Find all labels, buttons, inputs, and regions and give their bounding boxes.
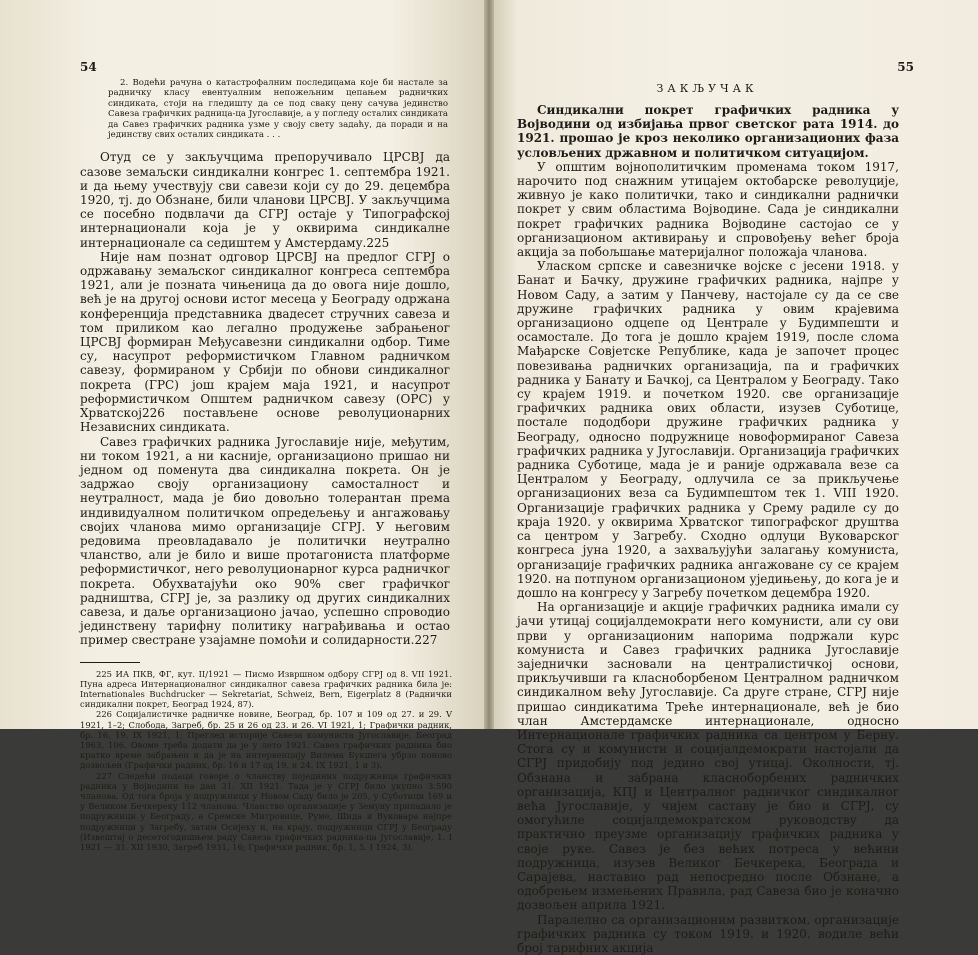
paragraph: Паралелно са организационим развитком, организације графичких радника су током 1919. и 1920. водиле већи број тарифних акција: [517, 912, 899, 955]
footnotes: [80, 662, 452, 853]
page-number-right: 55: [897, 60, 914, 74]
chapter-heading: ЗАКЉУЧАК: [656, 82, 758, 95]
right-body-text: [517, 103, 899, 955]
footnote: 227 Следећи подаци говоре о чланству појединих подружница графичких радника у Војводини на дан 31. XII 1921. Тада је у СГРЈ било укупно 3.590 чланова. Од тога броја у подружници у Новом Саду било је 205, у Суботици 169 и у Великом Бечкереку 112 чланова. Чланство организације у Земуну припадало је подружници у Београду, а Сремске Митровице, Руме, Шида и Вуковара најпре подружници у Загребу, затим Осијеку и, на крају, подружници СГРЈ у Београду (Извештај о десетогодишњем раду Савеза графичких радника-ца Југославије, 1. I 1921 — 31. XII 1930, Загреб 1931, 16; Графички радник, бр. 1, 5. I 1924, 3).: [80, 770, 452, 852]
footnote-rule: [80, 662, 140, 663]
page-number-left: 54: [80, 60, 97, 74]
paragraph: У општим војнополитичким променама током 1917, нарочито под снажним утицајем октобарске револуције, живнуо је како политички, тако и синдикални раднички покрет у свим областима Војводине. Сада је синдикални покрет графичких радника Војводине састојао се у организационом активирању и спровођењу већег броја акција за побољшање материјалног положаја чланова.: [517, 159, 899, 260]
left-body-text: [80, 150, 450, 647]
right-page: [489, 0, 978, 955]
footnote: 225 ИА ПКВ, ФГ, кут. II/1921 — Писмо Извршном одбору СГРЈ од 8. VII 1921. Пуна адреса Интернационалног синдикалног савеза графичких радника била је: Internationales Buchdrucker — Sekretariat, Schweiz, Bern, Eigerplatz 8 (Раднички синдикални покрет, Београд 1924, 87).: [80, 668, 452, 710]
paragraph: На организације и акције графичких радника имали су јачи утицај социјалдемократи него комунисти, али су ови први у организационим напорима подржали курс комуниста и Савез графичких радника Југославије заједнички засновали на централистичкој основи, прикључивши га класноборбеном Централном радничком синдикалном већу Југославије. Са друге стране, СГРЈ није пришао синдикатима Треће интернационале, већ је био члан Амстердамске интернационале, односно Интернационале графичких радника са центром у Берну. Стога су и комунисти и социјалдемократи настојали да СГРЈ придобију под једино свој утицај. Околности, тј. Обзнана и забрана класноборбених радничких организација, КПЈ и Централног радничког синдикалног већа Југославије, у чијем саставу је био и СГРЈ, су омогућиле социјалдемократском руководству да практично преузме организацију графичких радника у своје руке. Савез је без већих потреса у већини подружница, изузев Великог Бечкерека, Београда и Сарајева, наставио рад непосредно после Обзнане, а одобрењем измењених Правила, рад Савеза био је коначно дозвољен априла 1921.: [517, 600, 899, 913]
quote-text: 2. Водећи рачуна о катастрофалним последицама које би настале за радничку класу евентуалним непожељним цепањем радничких синдиката, стоји на гледишту да се под сваку цену сачува јединство Савеза графичких радница-ца Југославије, а у погледу осталих синдиката да Савез графичких радника узме у своју свету задаћу, да поради и на јединству свих осталих синдиката . . .: [108, 78, 448, 141]
paragraph: Савез графичких радника Југославије није, међутим, ни током 1921, а ни касније, организационо пришао ни једном од поменута два синдикална покрета. Он је задржао своју организациону самосталност и неутралност, мада је био довољно толерантан према индивидуалном политичком опредељењу и ангажовању својих чланова мимо организације СГРЈ. У његовим редовима преовладавало је политички неутрално чланство, али је било и више протагониста платформе реформистичког, него револуционарног курса радничког покрета. Обухватајући око 90% свег графичког радништва, СГРЈ је, за разлику од других синдикалних савеза, и даље организационо јачао, успешно спроводио јединствену тарифну политику награђивања и остао пример свестране узајамне помоћи и солидарности.227: [80, 434, 450, 648]
footnote: 226 Социјалистичке радничке новине, Београд, бр. 107 и 109 од 27. и 29. V 1921, 1–2; Слобода, Загреб, бр. 25 и 26 од 23. и 26. VI 1921, 1; Графички радник, бр. 16, 19. IX 1921, 1; Преглед историје Савеза комуниста Југославије, Београд 1963, 106. Овоме треба додати да је у лето 1921. Савез графичких радника био кратко време забрањен и да је на интервенцију Вилема Букшега убрзо поново дозвољен (Графички радник, бр. 16 и 17 од 19. и 24. IX 1921, 1 и 3).: [80, 709, 452, 771]
paragraph: Отуд се у закључцима препоручивало ЦРСВЈ да сазове земаљски синдикални конгрес 1. септембра 1921. и да њему учествују сви савези који су до 29. децембра 1920, тј. до Обзнане, били чланови ЦРСВЈ. У закључцима се посебно подвлачи да СГРЈ остаје у Типографској интернационали која је у оквирима синдикалне интернационале са седиштем у Амстердаму.225: [80, 150, 450, 250]
lead-paragraph: Синдикални покрет графичких радника у Војводини од избијања првог светског рата 1914. до 1921. прошао је кроз неколико организационих фаза условљених државном и политичком ситуацијом.: [517, 103, 899, 160]
left-page: [0, 0, 489, 852]
block-quote: [108, 78, 448, 140]
paragraph: Уласком српске и савезничке војске с јесени 1918. у Банат и Бачку, дружине графичких радника, најпре у Новом Саду, а затим у Панчеву, настојале су да се све дружине графичких радника у овим крајевима организационо одцепе од Централе у Будимпешти и осамостале. До тога је дошло крајем 1919, после слома Мађарске Совјетске Републике, када је започет процес повезивања радничких организација, па и графичких радника у Банату и Бачкој, са Централом у Београду. Тако су крајем 1919. и почетком 1920. све организације графичких радника ових области, изузев Суботице, постале пододбори дружине графичких радника у Београду, односно подружнице новоформираног Савеза графичких радника у Југославији. Организација графичких радника Суботице, мада је и раније одржавала везе са Централом у Београду, одлучила се за прикључење организационих веза са Будимпештом тек 1. VIII 1920. Организације графичких радника у Срему радиле су до краја 1920. у оквирима Хрватског типографског друштва са центром у Загребу. Сходно одлуци Вуковарског конгреса јуна 1920, а захваљујући залагању комуниста, организације графичких радника ангажоване су се крајем 1920. на потпуном организационом уједињењу, до кога је и дошло на конгресу у Загребу почетком децембра 1920.: [517, 259, 899, 600]
book-gutter: [484, 0, 494, 729]
paragraph: Није нам познат одговор ЦРСВЈ на предлог СГРЈ о одржавању земаљског синдикалног конгреса септембра 1921, али је позната чињеница да до овога није дошло, већ је на другој основи истог месеца у Београду одржана конференција представника двадесет стручних савеза и том приликом као легално продужење забрањеног ЦРСВЈ формиран Међусавезни синдикални одбор. Тиме су, насупрот реформистичком Главном радничком савезу, формираном у Србији по обнови синдикалног покрета (ГРС) још крајем маја 1921, и насупрот реформистичком Општем радничком савезу (ОРС) у Хрватској226 постављене основе револуционарних Независних синдиката.: [80, 249, 450, 435]
